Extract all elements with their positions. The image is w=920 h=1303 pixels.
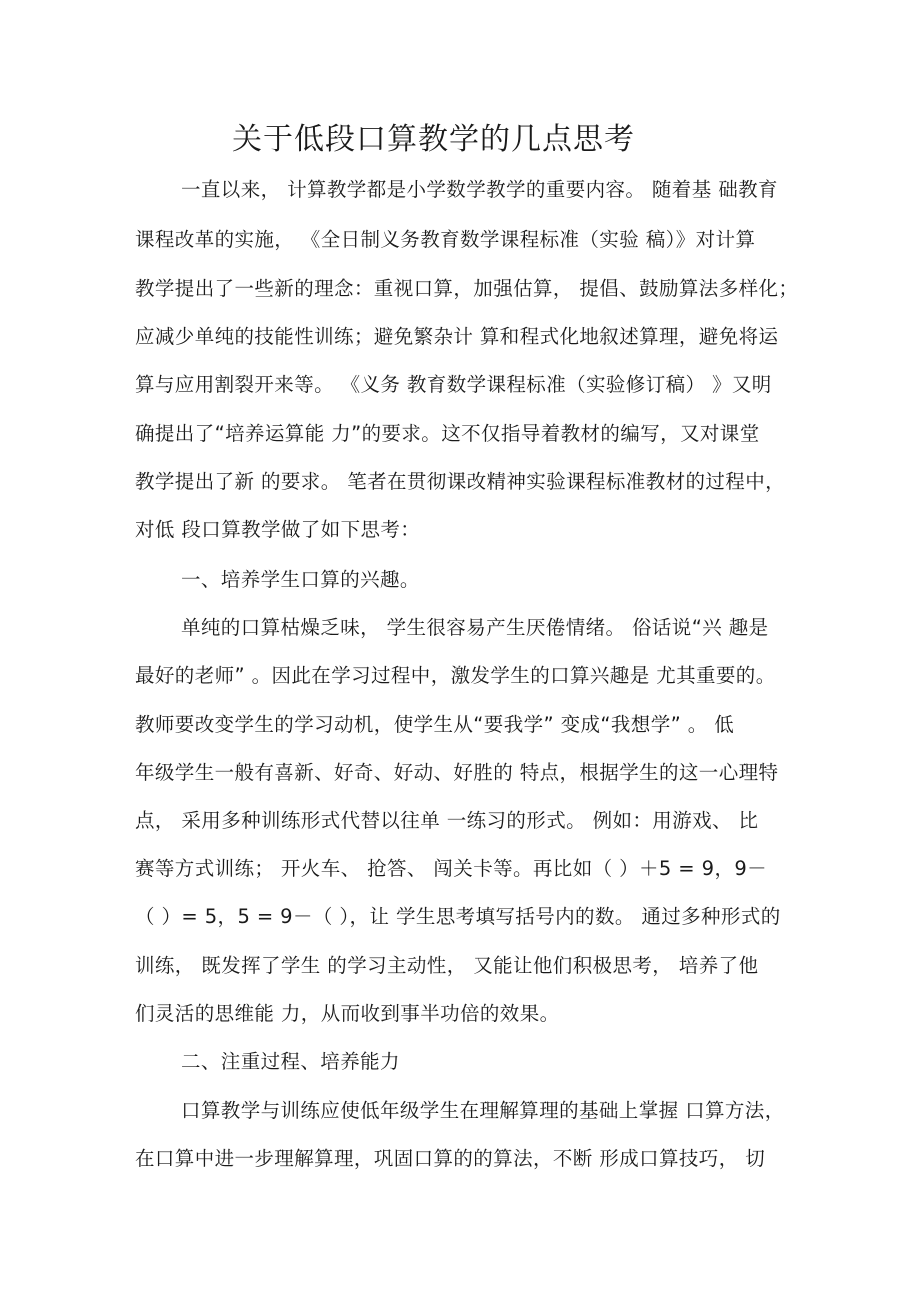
paragraph-line: 赛等方式训练； 开火车、 抢答、 闯关卡等。再比如（ ）＋5 = 9，9－ bbox=[135, 857, 768, 880]
section-heading-1: 一、培养学生口算的兴趣。 bbox=[181, 568, 420, 591]
paragraph-line: 们灵活的思维能 力，从而收到事半功倍的效果。 bbox=[135, 1002, 560, 1025]
paragraph-line: 应减少单纯的技能性训练；避免繁杂计 算和程式化地叙述算理，避免将运 bbox=[135, 325, 779, 348]
document-title: 关于低段口算教学的几点思考 bbox=[232, 122, 635, 157]
paragraph-line: 教学提出了一些新的理念：重视口算，加强估算， 提倡、鼓励算法多样化； bbox=[135, 277, 799, 300]
paragraph-line: （ ）= 5，5 = 9－（ ），让 学生思考填写括号内的数。 通过多种形式的 bbox=[135, 905, 781, 928]
paragraph-line: 对低 段口算教学做了如下思考： bbox=[135, 518, 421, 541]
paragraph-line: 一直以来， 计算教学都是小学数学教学的重要内容。 随着基 础教育 bbox=[181, 178, 778, 201]
paragraph-line: 在口算中进一步理解算理，巩固口算的的算法，不断 形成口算技巧， 切 bbox=[135, 1147, 766, 1170]
paragraph-line: 最好的老师” 。因此在学习过程中，激发学生的口算兴趣是 尤其重要的。 bbox=[135, 664, 776, 687]
paragraph-line: 教学提出了新 的要求。 笔者在贯彻课改精神实验课程标准教材的过程中， bbox=[135, 470, 785, 493]
paragraph-line: 年级学生一般有喜新、好奇、好动、好胜的 特点，根据学生的这一心理特 bbox=[135, 761, 779, 784]
section-heading-2: 二、注重过程、培养能力 bbox=[181, 1050, 400, 1073]
paragraph-line: 课程改革的实施， 《全日制义务教育数学课程标准（实验 稿）》对计算 bbox=[135, 228, 756, 251]
paragraph-line: 算与应用割裂开来等。 《义务 教育数学课程标准（实验修订稿） 》又明 bbox=[135, 373, 772, 396]
paragraph-line: 训练， 既发挥了学生 的学习主动性， 又能让他们积极思考， 培养了他 bbox=[135, 954, 759, 977]
paragraph-line: 单纯的口算枯燥乏味， 学生很容易产生厌倦情绪。 俗话说“兴 趣是 bbox=[181, 616, 769, 639]
paragraph-line: 确提出了“培养运算能 力”的要求。这不仅指导着教材的编写，又对课堂 bbox=[135, 422, 760, 445]
paragraph-line: 教师要改变学生的学习动机，使学生从“要我学” 变成“我想学” 。 低 bbox=[135, 713, 735, 736]
paragraph-line: 点， 采用多种训练形式代替以往单 一练习的形式。 例如：用游戏、 比 bbox=[135, 809, 759, 832]
paragraph-line: 口算教学与训练应使低年级学生在理解算理的基础上掌握 口算方法， bbox=[181, 1099, 785, 1122]
